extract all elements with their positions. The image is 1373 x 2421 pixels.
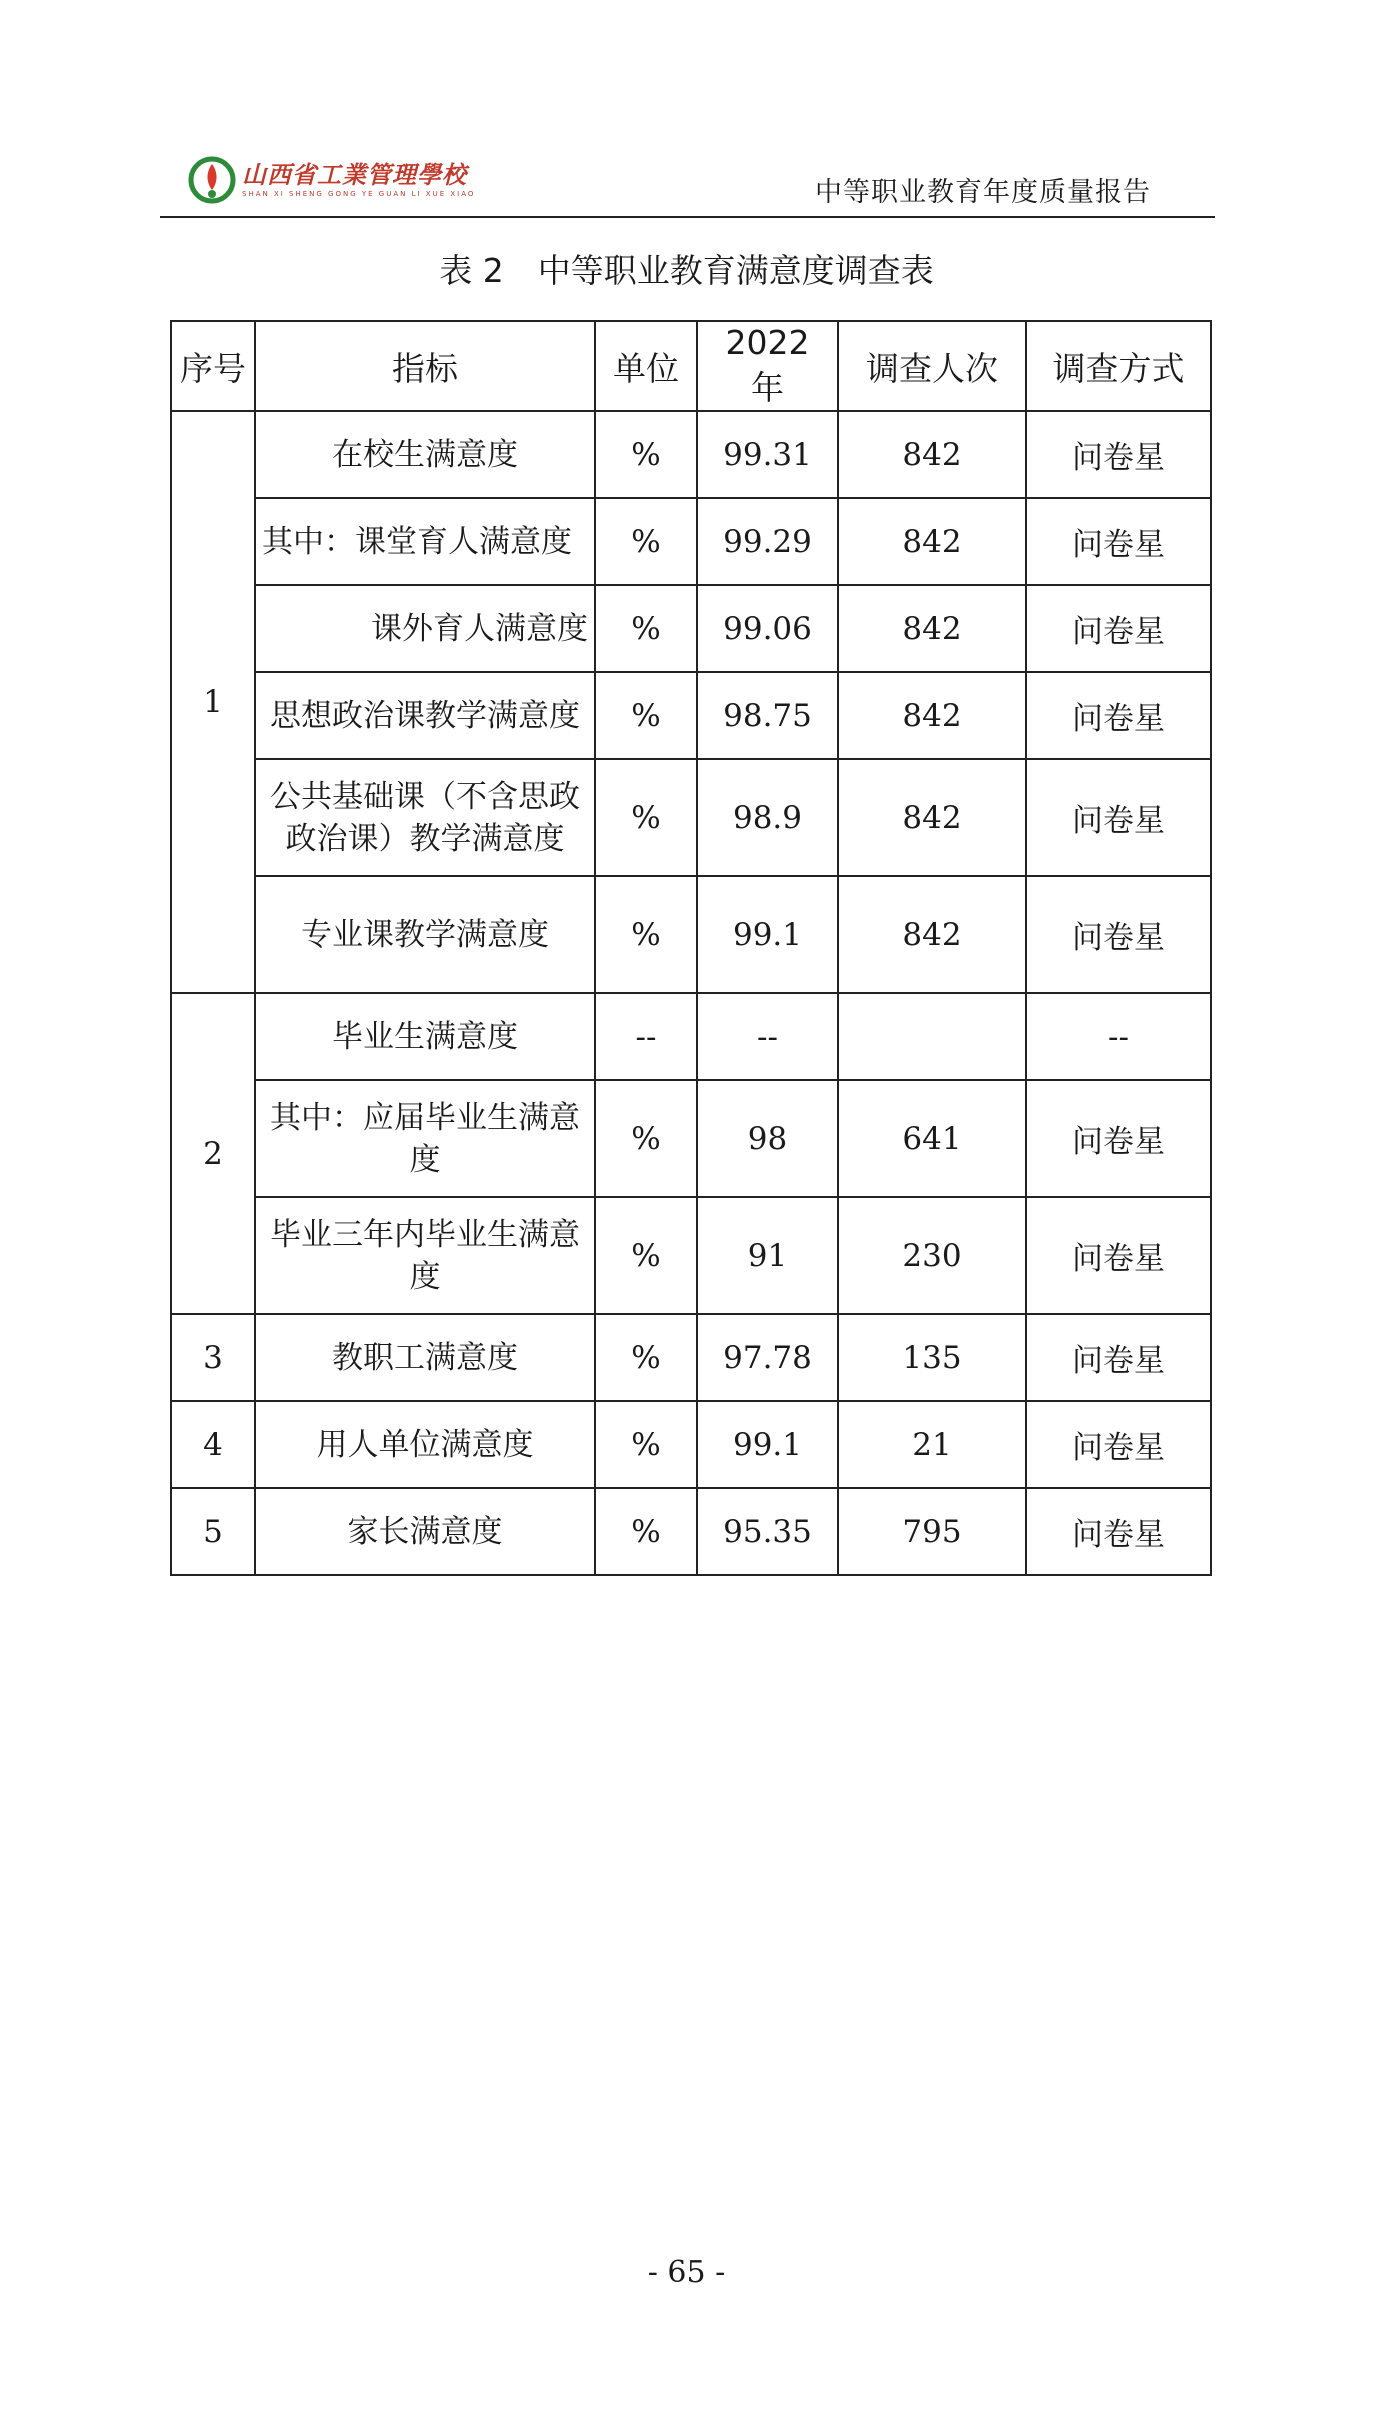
- indicator-cell: 毕业生满意度: [255, 993, 595, 1080]
- school-emblem-icon: [188, 156, 236, 204]
- count-cell: 230: [838, 1197, 1026, 1314]
- header-year: 2022 年: [697, 321, 838, 411]
- table-row: [171, 411, 1211, 498]
- value-cell: 98.9: [697, 759, 838, 876]
- count-cell: 842: [838, 411, 1026, 498]
- logo-name-en: SHAN XI SHENG GONG YE GUAN LI XUE XIAO: [242, 190, 476, 198]
- unit-cell: %: [595, 1080, 697, 1197]
- value-cell: 97.78: [697, 1314, 838, 1401]
- header-seq: 序号: [171, 321, 255, 411]
- count-cell: [838, 993, 1026, 1080]
- unit-cell: %: [595, 759, 697, 876]
- header-indicator: 指标: [255, 321, 595, 411]
- count-cell: 842: [838, 498, 1026, 585]
- method-cell: 问卷星: [1026, 672, 1211, 759]
- report-title: 中等职业教育年度质量报告: [815, 177, 1151, 208]
- count-cell: 842: [838, 876, 1026, 993]
- method-cell: 问卷星: [1026, 498, 1211, 585]
- indicator-cell: 其中：课堂育人满意度: [255, 498, 595, 585]
- value-cell: 95.35: [697, 1488, 838, 1575]
- seq-cell: 5: [171, 1488, 255, 1575]
- unit-cell: %: [595, 585, 697, 672]
- indicator-cell: 在校生满意度: [255, 411, 595, 498]
- unit-cell: %: [595, 498, 697, 585]
- count-cell: 842: [838, 585, 1026, 672]
- value-cell: 98: [697, 1080, 838, 1197]
- value-cell: 99.29: [697, 498, 838, 585]
- indicator-cell: 用人单位满意度: [255, 1401, 595, 1488]
- header-count: 调查人次: [838, 321, 1026, 411]
- method-cell: 问卷星: [1026, 585, 1211, 672]
- unit-cell: %: [595, 1401, 697, 1488]
- indicator-cell: 专业课教学满意度: [255, 876, 595, 993]
- unit-cell: %: [595, 411, 697, 498]
- value-cell: 98.75: [697, 672, 838, 759]
- indicator-cell: 其中：应届毕业生满意度: [255, 1080, 595, 1197]
- method-cell: 问卷星: [1026, 1488, 1211, 1575]
- table-row: [171, 672, 1211, 759]
- satisfaction-survey-table: [170, 320, 1212, 1576]
- unit-cell: %: [595, 876, 697, 993]
- value-cell: 99.1: [697, 876, 838, 993]
- header-unit: 单位: [595, 321, 697, 411]
- count-cell: 795: [838, 1488, 1026, 1575]
- table-row: [171, 498, 1211, 585]
- table-row: [171, 1080, 1211, 1197]
- table-row: [171, 1197, 1211, 1314]
- method-cell: 问卷星: [1026, 876, 1211, 993]
- count-cell: 842: [838, 672, 1026, 759]
- indicator-cell: 教职工满意度: [255, 1314, 595, 1401]
- count-cell: 842: [838, 759, 1026, 876]
- count-cell: 135: [838, 1314, 1026, 1401]
- seq-cell: 2: [171, 993, 255, 1314]
- seq-cell: 3: [171, 1314, 255, 1401]
- method-cell: 问卷星: [1026, 1197, 1211, 1314]
- method-cell: --: [1026, 993, 1211, 1080]
- value-cell: 91: [697, 1197, 838, 1314]
- method-cell: 问卷星: [1026, 1080, 1211, 1197]
- value-cell: --: [697, 993, 838, 1080]
- value-cell: 99.06: [697, 585, 838, 672]
- indicator-cell: 毕业三年内毕业生满意度: [255, 1197, 595, 1314]
- logo-name-cn: 山西省工業管理學校: [242, 161, 467, 189]
- value-cell: 99.1: [697, 1401, 838, 1488]
- seq-cell: 4: [171, 1401, 255, 1488]
- method-cell: 问卷星: [1026, 1314, 1211, 1401]
- seq-cell: 1: [171, 411, 255, 993]
- table-row: [171, 1488, 1211, 1575]
- unit-cell: --: [595, 993, 697, 1080]
- table-row: [171, 993, 1211, 1080]
- indicator-cell: 课外育人满意度: [255, 585, 595, 672]
- table-title-text: 中等职业教育满意度调查表: [537, 251, 934, 290]
- unit-cell: %: [595, 672, 697, 759]
- method-cell: 问卷星: [1026, 1401, 1211, 1488]
- table-row: [171, 1401, 1211, 1488]
- table-row: [171, 759, 1211, 876]
- count-cell: 641: [838, 1080, 1026, 1197]
- method-cell: 问卷星: [1026, 411, 1211, 498]
- indicator-cell: 家长满意度: [255, 1488, 595, 1575]
- school-logo: [188, 154, 475, 206]
- page-header: [160, 148, 1215, 218]
- page-number: - 65 -: [647, 2255, 726, 2290]
- unit-cell: %: [595, 1197, 697, 1314]
- table-row: [171, 585, 1211, 672]
- value-cell: 99.31: [697, 411, 838, 498]
- header-method: 调查方式: [1026, 321, 1211, 411]
- table-title: [0, 245, 1373, 292]
- table-row: [171, 876, 1211, 993]
- count-cell: 21: [838, 1401, 1026, 1488]
- table-row: [171, 1314, 1211, 1401]
- method-cell: 问卷星: [1026, 759, 1211, 876]
- unit-cell: %: [595, 1314, 697, 1401]
- table-number: 表 2: [439, 251, 504, 290]
- unit-cell: %: [595, 1488, 697, 1575]
- table-header-row: [171, 321, 1211, 411]
- indicator-cell: 思想政治课教学满意度: [255, 672, 595, 759]
- indicator-cell: 公共基础课（不含思政政治课）教学满意度: [255, 759, 595, 876]
